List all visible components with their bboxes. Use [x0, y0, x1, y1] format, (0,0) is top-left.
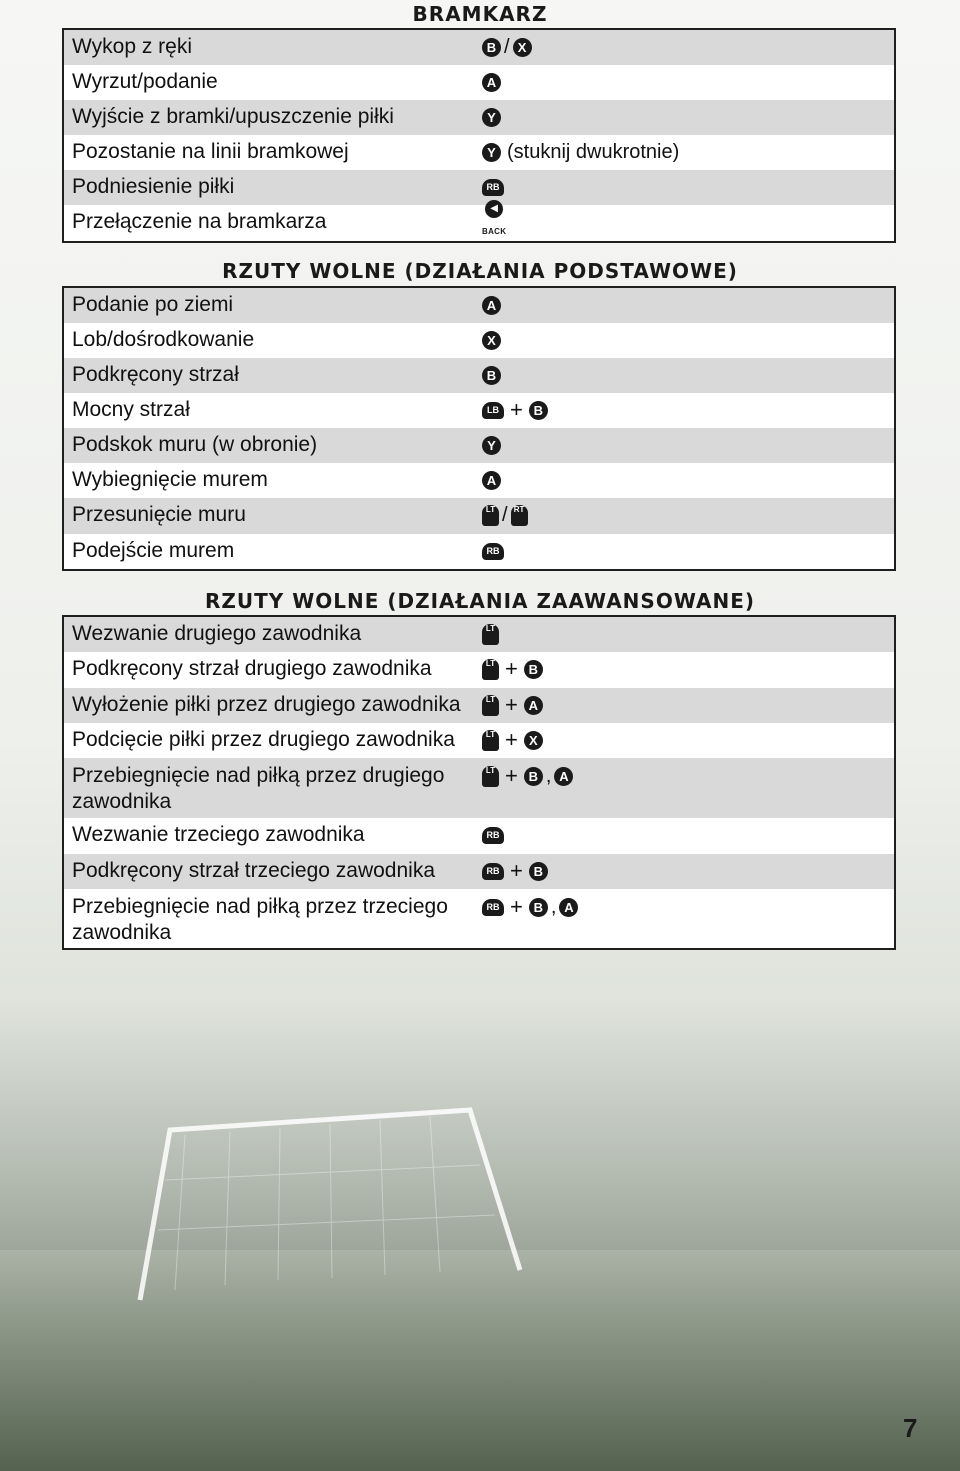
action-label: Lob/dośrodkowanie: [72, 328, 255, 351]
control-combo: [482, 822, 504, 848]
plus-sign: +: [505, 692, 518, 717]
table-row: [64, 688, 894, 723]
table-row: [64, 818, 894, 854]
action-label: Podskok muru (w obronie): [72, 433, 318, 456]
table-row: [64, 358, 894, 393]
rb-bumper-icon: RB: [482, 543, 504, 560]
button-b-icon: B: [524, 767, 543, 786]
button-x-icon: X: [513, 38, 532, 57]
action-label: Wezwanie drugiego zawodnika: [72, 622, 362, 645]
control-combo: [482, 202, 507, 236]
back-label: BACK: [482, 226, 507, 236]
action-label: Wyłożenie piłki przez drugiego zawodnika: [72, 693, 461, 716]
plus-sign: +: [510, 894, 523, 919]
section-title: RZUTY WOLNE (DZIAŁANIA ZAAWANSOWANE): [204, 589, 756, 613]
button-b-icon: B: [482, 38, 501, 57]
action-label: Wykop z ręki: [72, 35, 193, 58]
table-row: [64, 498, 894, 534]
control-combo: [482, 292, 501, 318]
controls-table: [62, 615, 896, 950]
lt-trigger-icon: LT: [482, 505, 499, 526]
table-row: [64, 534, 894, 569]
lt-trigger-icon: LT: [482, 766, 499, 787]
button-y-icon: Y: [482, 436, 501, 455]
back-button-icon: [482, 200, 506, 245]
button-x-icon: X: [482, 331, 501, 350]
action-label: Przebiegnięcie nad piłką przez trzeciego zawodnika: [72, 895, 448, 944]
lt-trigger-icon: LT: [482, 730, 499, 751]
action-label: Mocny strzał: [72, 398, 190, 421]
action-label: Pozostanie na linii bramkowej: [72, 140, 349, 163]
table-row: [64, 393, 894, 428]
control-combo: [482, 727, 543, 753]
button-a-icon: A: [482, 73, 501, 92]
table-row: [64, 463, 894, 498]
back-arrow-icon: ◀: [485, 200, 503, 218]
button-b-icon: B: [482, 366, 501, 385]
button-b-icon: B: [529, 401, 548, 420]
plus-sign: +: [505, 727, 518, 752]
button-a-icon: A: [554, 767, 573, 786]
section-title: RZUTY WOLNE (DZIAŁANIA PODSTAWOWE): [222, 259, 738, 283]
rb-bumper-icon: RB: [482, 899, 504, 916]
action-label: Podkręcony strzał drugiego zawodnika: [72, 657, 432, 680]
control-combo: [482, 502, 528, 528]
rb-bumper-icon: RB: [482, 863, 504, 880]
table-row: [64, 428, 894, 463]
table-row: [64, 170, 894, 205]
control-combo: [482, 327, 501, 353]
action-label: Podcięcie piłki przez drugiego zawodnika: [72, 728, 455, 751]
control-combo: [482, 763, 573, 789]
action-label: Wyjście z bramki/upuszczenie piłki: [72, 105, 394, 128]
plus-sign: +: [510, 858, 523, 883]
button-b-icon: B: [524, 660, 543, 679]
table-row: [64, 723, 894, 758]
action-label: Wezwanie trzeciego zawodnika: [72, 823, 365, 846]
button-a-icon: A: [482, 471, 501, 490]
table-row: [64, 288, 894, 323]
button-y-icon: Y: [482, 108, 501, 127]
controls-table: [62, 286, 896, 571]
rt-trigger-icon: RT: [511, 505, 528, 526]
separator: ,: [550, 896, 557, 918]
table-row: [64, 854, 894, 889]
page-number: 7: [903, 1413, 918, 1443]
button-b-icon: B: [529, 862, 548, 881]
rb-bumper-icon: RB: [482, 179, 504, 196]
button-x-icon: X: [524, 731, 543, 750]
control-combo: [482, 432, 501, 458]
action-label: Przesunięcie muru: [72, 503, 246, 526]
control-combo: [482, 656, 543, 682]
table-row: [64, 100, 894, 135]
table-row: [64, 323, 894, 358]
control-combo: [482, 104, 501, 130]
control-combo: [482, 467, 501, 493]
table-row: [64, 758, 894, 818]
control-combo: [482, 34, 532, 60]
control-note: (stuknij dwukrotnie): [507, 141, 680, 163]
action-label: Podanie po ziemi: [72, 293, 234, 316]
lt-trigger-icon: LT: [482, 695, 499, 716]
controls-table: [62, 28, 896, 243]
table-row: [64, 889, 894, 948]
action-label: Podniesienie piłki: [72, 175, 235, 198]
table-row: [64, 617, 894, 652]
control-combo: [482, 362, 501, 388]
button-a-icon: A: [524, 696, 543, 715]
button-y-icon: Y: [482, 143, 501, 162]
table-row: [64, 30, 894, 65]
table-row: [64, 202, 894, 241]
separator: ,: [545, 765, 552, 787]
control-combo: [482, 139, 679, 165]
table-row: [64, 652, 894, 688]
plus-sign: +: [505, 656, 518, 681]
control-combo: [482, 692, 543, 718]
action-label: Wybiegnięcie murem: [72, 468, 268, 491]
plus-sign: +: [505, 763, 518, 788]
control-combo: [482, 858, 548, 884]
rb-bumper-icon: RB: [482, 827, 504, 844]
section-title: BRAMKARZ: [412, 2, 548, 26]
lt-trigger-icon: LT: [482, 659, 499, 680]
action-label: Podejście murem: [72, 539, 235, 562]
action-label: Przebiegnięcie nad piłką przez drugiego zawodnika: [72, 764, 445, 813]
table-row: [64, 65, 894, 100]
action-label: Wyrzut/podanie: [72, 70, 218, 93]
button-a-icon: A: [482, 296, 501, 315]
action-label: Przełączenie na bramkarza: [72, 210, 327, 233]
control-combo: [482, 69, 501, 95]
lb-bumper-icon: LB: [482, 402, 504, 419]
separator: /: [502, 504, 508, 526]
action-label: Podkręcony strzał trzeciego zawodnika: [72, 859, 436, 882]
action-label: Podkręcony strzał: [72, 363, 239, 386]
control-combo: [482, 621, 499, 647]
button-b-icon: B: [529, 898, 548, 917]
plus-sign: +: [510, 397, 523, 422]
table-row: [64, 135, 894, 170]
lt-trigger-icon: LT: [482, 624, 499, 645]
control-combo: [482, 894, 578, 920]
control-combo: [482, 538, 504, 564]
control-combo: [482, 397, 548, 423]
separator: /: [504, 36, 510, 58]
button-a-icon: A: [559, 898, 578, 917]
